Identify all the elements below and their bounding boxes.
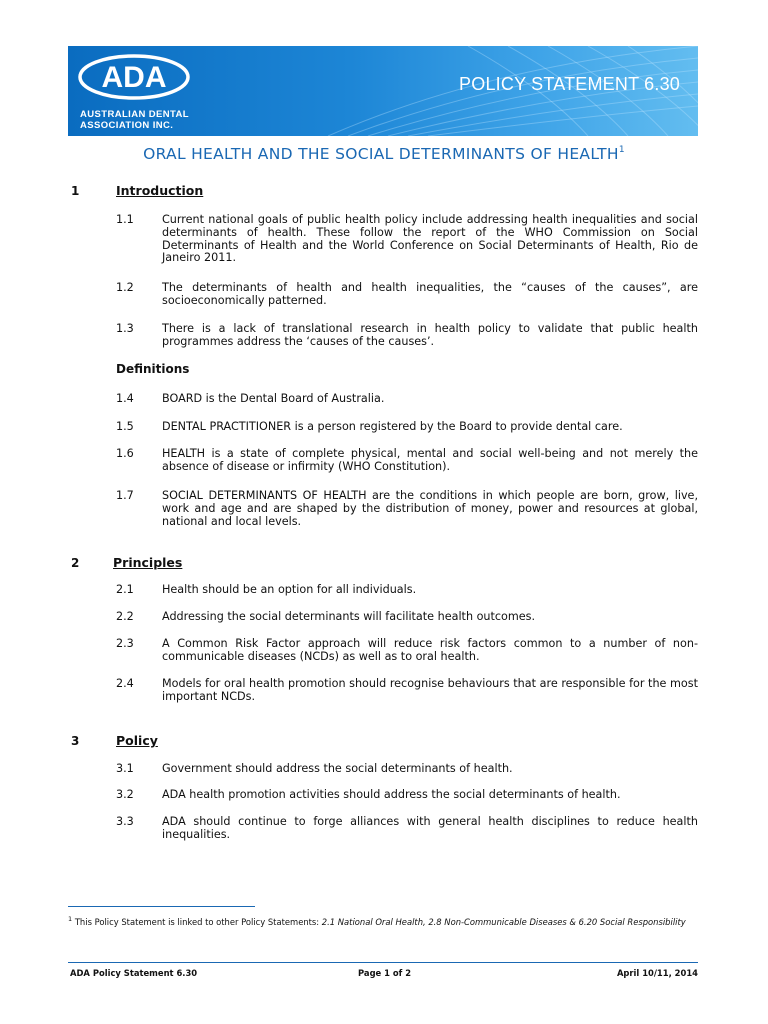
section-heading-introduction: Introduction <box>116 183 204 198</box>
item-number: 2.4 <box>116 677 134 690</box>
item-number: 3.2 <box>116 788 134 801</box>
section-number: 1 <box>71 184 80 198</box>
item-number: 2.3 <box>116 637 134 650</box>
list-item <box>116 448 698 474</box>
item-text: Current national goals of public health policy include addressing health inequalities and social determinants of health. These follow the report of the WHO Commission on Social Determinants of Health and the World Conference on Social Determinants of Health, Rio de Janeiro 2011. <box>162 213 698 265</box>
footnote-lead: This Policy Statement is linked to other Policy Statements: <box>74 917 322 927</box>
item-number: 3.1 <box>116 762 134 775</box>
section-number: 2 <box>71 556 80 570</box>
item-text: Health should be an option for all individuals. <box>162 583 417 596</box>
item-number: 1.5 <box>116 420 134 433</box>
section-heading-policy: Policy <box>116 733 158 748</box>
item-number: 1.1 <box>116 213 134 226</box>
section-heading-principles: Principles <box>113 555 183 570</box>
policy-statement-label: POLICY STATEMENT 6.30 <box>459 74 680 94</box>
list-item <box>116 763 698 776</box>
svg-text:ADA: ADA <box>101 61 167 94</box>
item-number: 1.4 <box>116 392 134 405</box>
list-item <box>116 789 698 802</box>
list-item <box>116 611 698 624</box>
item-number: 3.3 <box>116 815 134 828</box>
footnote-ref: 1 <box>618 145 625 155</box>
list-item <box>116 421 698 434</box>
item-text: Addressing the social determinants will facilitate health outcomes. <box>162 610 536 623</box>
list-item <box>116 816 698 842</box>
section-number: 3 <box>71 734 80 748</box>
item-number: 1.6 <box>116 447 134 460</box>
footer-divider <box>68 962 698 963</box>
list-item <box>116 393 698 406</box>
item-text: ADA health promotion activities should address the social determinants of health. <box>162 788 621 801</box>
item-text: Models for oral health promotion should recognise behaviours that are responsible for the most important NCDs. <box>162 677 698 703</box>
item-text: Government should address the social determinants of health. <box>162 762 513 775</box>
item-number: 2.2 <box>116 610 134 623</box>
item-number: 2.1 <box>116 583 134 596</box>
ada-logo <box>78 54 190 100</box>
document-title: ORAL HEALTH AND THE SOCIAL DETERMINANTS OF HEALTH$^1$ <box>143 145 625 163</box>
list-item <box>116 282 698 308</box>
item-text: BOARD is the Dental Board of Australia. <box>162 392 385 405</box>
item-text: There is a lack of translational research in health policy to validate that public health programmes address the ‘causes of the causes’. <box>162 322 698 348</box>
footnote <box>68 914 698 928</box>
item-number: 1.2 <box>116 281 134 294</box>
header-banner <box>68 46 698 136</box>
footnote-divider <box>68 906 255 907</box>
footnote-links: 2.1 National Oral Health, 2.8 Non-Communicable Diseases & 6.20 Social Responsibility <box>321 917 686 927</box>
footnote-marker: 1 <box>68 915 73 923</box>
list-item <box>116 584 698 597</box>
association-name: AUSTRALIAN DENTAL ASSOCIATION INC. <box>80 109 190 131</box>
footer-date: April 10/11, 2014 <box>616 968 698 978</box>
list-item <box>116 678 698 704</box>
list-item <box>116 490 698 528</box>
footer-doc-name: ADA Policy Statement 6.30 <box>70 968 198 978</box>
list-item <box>116 638 698 664</box>
item-text: SOCIAL DETERMINANTS OF HEALTH are the conditions in which people are born, grow, live, work and age and are shaped by the distribution of money, power and resources at global, national and local levels. <box>162 489 698 528</box>
item-text: DENTAL PRACTITIONER is a person registered by the Board to provide dental care. <box>162 420 623 433</box>
list-item <box>116 214 698 265</box>
item-text: A Common Risk Factor approach will reduce risk factors common to a number of non-communicable diseases (NCDs) as well as to oral health. <box>162 637 698 663</box>
item-text: The determinants of health and health inequalities, the “causes of the causes”, are socioeconomically patterned. <box>162 281 698 307</box>
definitions-heading: Definitions <box>116 362 190 376</box>
item-number: 1.3 <box>116 322 134 335</box>
item-text: HEALTH is a state of complete physical, mental and social well-being and not merely the absence of disease or infirmity (WHO Constitution). <box>162 447 698 473</box>
footer-page-number: Page 1 of 2 <box>358 968 412 978</box>
item-text: ADA should continue to forge alliances with general health disciplines to reduce health inequalities. <box>162 815 698 841</box>
list-item <box>116 323 698 349</box>
item-number: 1.7 <box>116 489 134 502</box>
